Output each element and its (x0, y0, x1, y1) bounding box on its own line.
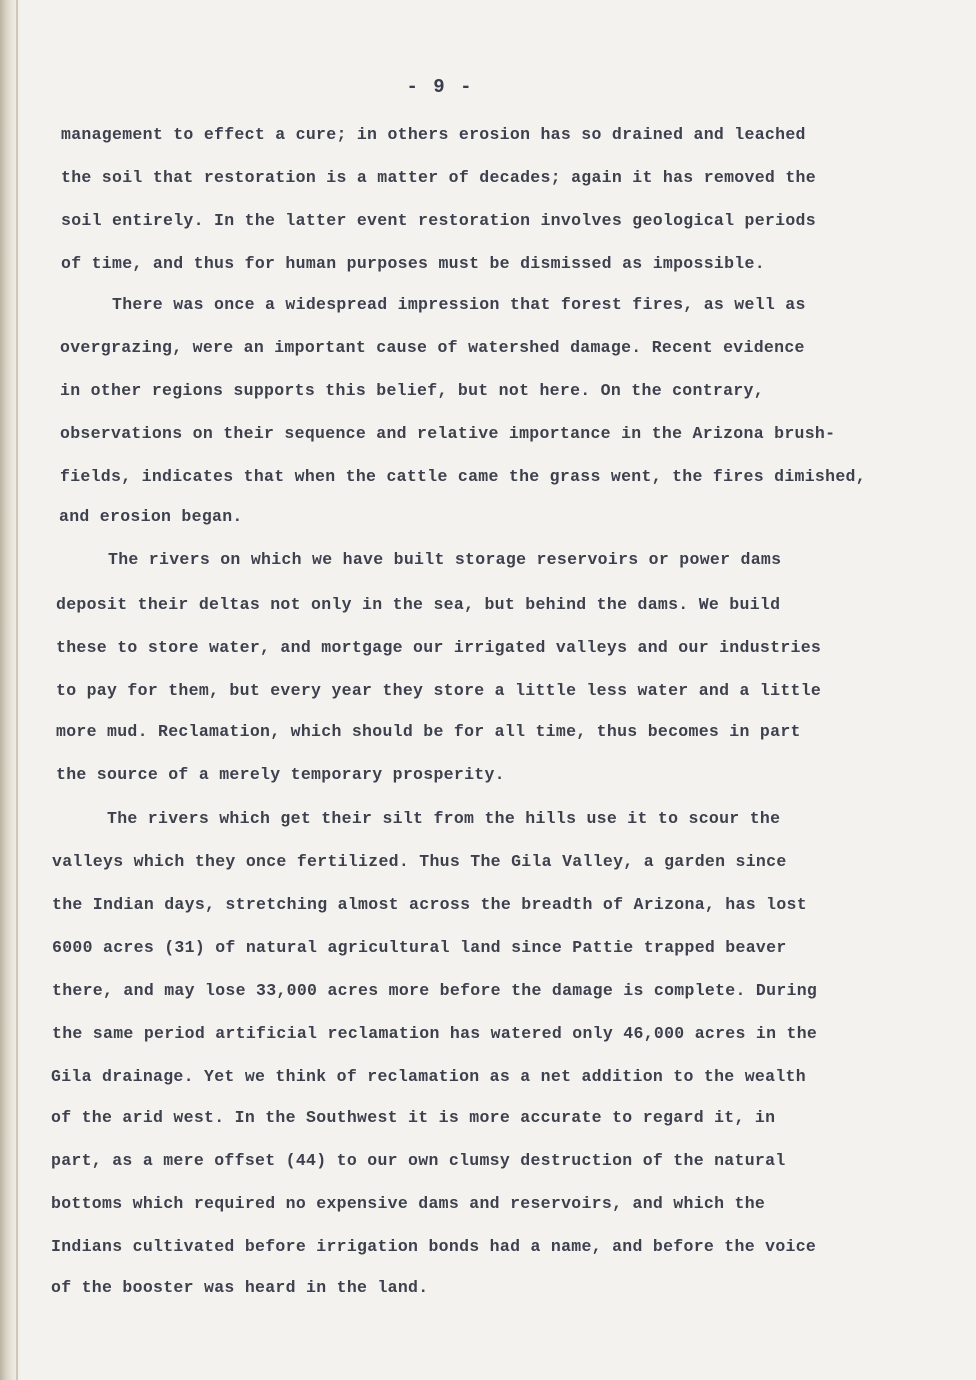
text-line: observations on their sequence and relative importance in the Arizona brush- (60, 424, 836, 443)
text-line: in other regions supports this belief, but not here. On the contrary, (60, 381, 764, 400)
text-line: there, and may lose 33,000 acres more before the damage is complete. During (52, 981, 818, 1000)
page-number: - 9 - (406, 76, 474, 98)
text-line: There was once a widespread impression that forest fires, as well as (112, 295, 806, 314)
text-line: bottoms which required no expensive dams and reservoirs, and which the (51, 1194, 766, 1213)
text-line: more mud. Reclamation, which should be for all time, thus becomes in part (56, 722, 801, 741)
text-line: the source of a merely temporary prosperity. (56, 765, 505, 784)
text-line: the soil that restoration is a matter of decades; again it has removed the (61, 168, 816, 187)
text-line: these to store water, and mortgage our irrigated valleys and our industries (56, 638, 822, 657)
text-line: deposit their deltas not only in the sea, but behind the dams. We build (56, 595, 781, 614)
text-line: soil entirely. In the latter event restoration involves geological periods (61, 211, 816, 230)
text-line: of the booster was heard in the land. (51, 1278, 429, 1297)
text-line: the Indian days, stretching almost across the breadth of Arizona, has lost (52, 895, 807, 914)
text-line: fields, indicates that when the cattle came the grass went, the fires dimished, (60, 467, 866, 486)
text-line: the same period artificial reclamation has watered only 46,000 acres in the (52, 1024, 818, 1043)
text-line: of the arid west. In the Southwest it is more accurate to regard it, in (51, 1108, 776, 1127)
text-line: valleys which they once fertilized. Thus The Gila Valley, a garden since (52, 852, 787, 871)
text-line: of time, and thus for human purposes must be dismissed as impossible. (61, 254, 765, 273)
text-line: Indians cultivated before irrigation bonds had a name, and before the voice (51, 1237, 817, 1256)
text-line: and erosion began. (59, 507, 243, 526)
text-line: The rivers which get their silt from the hills use it to scour the (107, 809, 781, 828)
text-line: management to effect a cure; in others erosion has so drained and leached (61, 125, 806, 144)
text-line: 6000 acres (31) of natural agricultural land since Pattie trapped beaver (52, 938, 787, 957)
text-line: part, as a mere offset (44) to our own clumsy destruction of the natural (51, 1151, 786, 1170)
text-line: to pay for them, but every year they store a little less water and a little (56, 681, 822, 700)
text-line: Gila drainage. Yet we think of reclamation as a net addition to the wealth (51, 1067, 806, 1086)
text-line: The rivers on which we have built storage reservoirs or power dams (108, 550, 782, 569)
text-line: overgrazing, were an important cause of watershed damage. Recent evidence (60, 338, 805, 357)
